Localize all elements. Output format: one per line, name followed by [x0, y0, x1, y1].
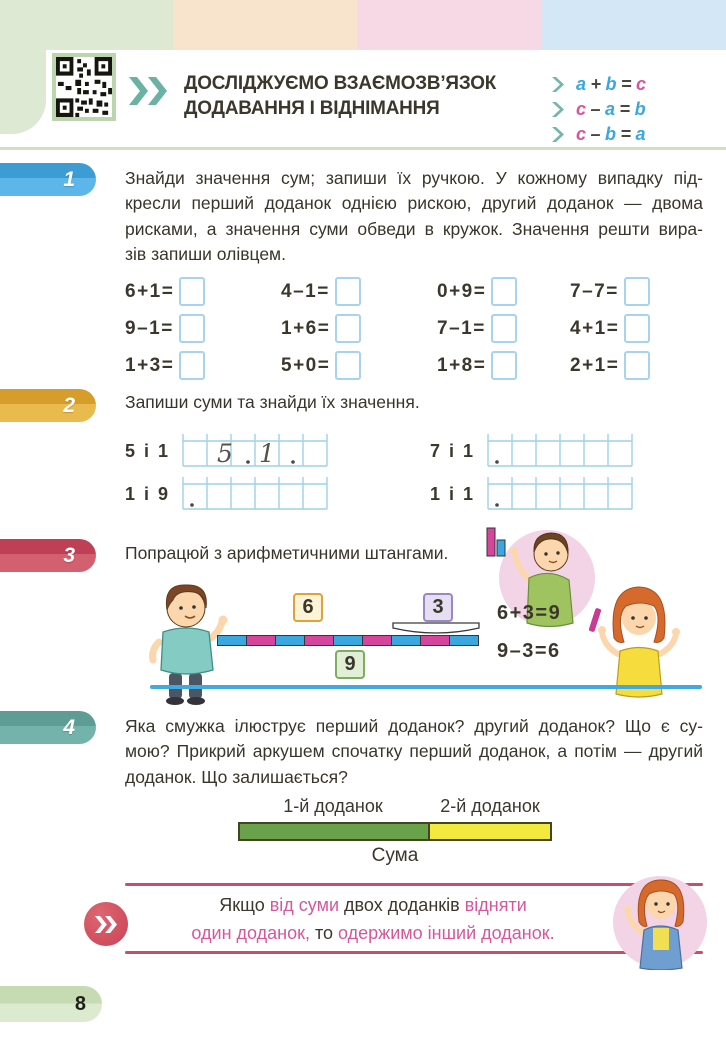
answer-box[interactable] [491, 277, 517, 306]
sum-label: Сума [371, 845, 419, 866]
header-strip-pink [357, 0, 541, 50]
second-addend-label: 2-й доданок [440, 796, 540, 816]
task4-instruction: Яка смужка ілюструє перший доданок? другий доданок? Що є су- мою? Прикрий аркушем спочатку перший доданок, а потім — другий доданок. Що залишається? [125, 716, 703, 787]
rod-segment [304, 635, 334, 646]
header-strip-green-column [0, 0, 46, 134]
double-chevron-icon [95, 916, 117, 933]
header-strip-cream [173, 0, 357, 50]
header-divider [0, 147, 726, 150]
answer-box[interactable] [335, 277, 361, 306]
rule-line2: один доданок, то одержимо інший доданок. [191, 923, 555, 943]
girl-illustration [580, 576, 698, 709]
svg-text:5: 5 [217, 439, 233, 468]
equation: 5+0= [281, 347, 437, 384]
task4-number-badge: 4 [0, 711, 96, 744]
rod-segment [275, 635, 305, 646]
equation: 2+1= [570, 347, 703, 384]
rod-label-sum: 9 [335, 650, 365, 679]
equation: 4+1= [570, 310, 703, 347]
writing-grid[interactable] [487, 431, 633, 471]
task1-instruction: Знайди значення сум; запиши їх ручкою. У кожному випадку під- кресли перший доданок однією рискою, другий доданок — двома рисками, а значення суми обведи в кружок. Значення решти вира- зів запиши олівцем. [125, 168, 703, 264]
page-number: 8 [0, 986, 102, 1022]
answer-box[interactable] [624, 277, 650, 306]
equation: 1+3= [125, 347, 281, 384]
sum-writing-item: 5 і 1 5 1 [125, 431, 328, 471]
svg-text:1: 1 [259, 439, 275, 468]
page-title-line2: ДОДАВАННЯ І ВІДНІМАННЯ [184, 97, 440, 119]
girl-teacher-illustration [608, 872, 712, 975]
formula-row: a + b = c [552, 72, 647, 96]
equation: 7–1= [437, 310, 570, 347]
blue-rod-icon [497, 540, 505, 556]
chevron-icon [552, 77, 564, 92]
rod-segment [362, 635, 392, 646]
formula-row: c – b = a [552, 122, 646, 146]
first-addend-bar [240, 824, 430, 839]
white-bracket [391, 621, 481, 642]
rule-chevron-badge [84, 902, 128, 946]
rod-equation: 9–3=6 [497, 640, 561, 662]
first-addend-label: 1-й доданок [283, 796, 383, 816]
formula-row: c – a = b [552, 97, 646, 121]
writing-grid[interactable] [182, 474, 328, 514]
rod-segment [333, 635, 363, 646]
equation: 6+1= [125, 273, 281, 310]
equation: 4–1= [281, 273, 437, 310]
writing-grid[interactable] [182, 431, 328, 471]
answer-box[interactable] [491, 351, 517, 380]
rule-line1: Якщо від суми двох доданків відняти [219, 895, 527, 915]
rod-segment [217, 635, 247, 646]
equation: 1+6= [281, 310, 437, 347]
page-title-line1: ДОСЛІДЖУЄМО ВЗАЄМОЗВ’ЯЗОК [184, 72, 497, 94]
equation: 1+8= [437, 347, 570, 384]
answer-box[interactable] [335, 314, 361, 343]
task3-instruction: Попрацюй з арифметичними штангами. [125, 543, 449, 563]
equation: 0+9= [437, 273, 570, 310]
rule-text [148, 891, 598, 947]
task2-number-badge: 2 [0, 389, 96, 422]
answer-box[interactable] [624, 314, 650, 343]
arithmetic-rods-illustration [125, 518, 703, 708]
header-strip-blue [541, 0, 726, 50]
rod-label-first-addend: 6 [293, 593, 323, 622]
sum-writing-item: 1 і 9 [125, 474, 328, 514]
answer-box[interactable] [335, 351, 361, 380]
qr-code[interactable] [52, 53, 116, 121]
rod-segment [246, 635, 276, 646]
task3-number-badge: 3 [0, 539, 96, 572]
rod-equation: 6+3=9 [497, 602, 562, 624]
answer-box[interactable] [179, 351, 205, 380]
sum-writing-item: 1 і 1 [430, 474, 633, 514]
equation: 7–7= [570, 273, 703, 310]
writing-grid[interactable] [487, 474, 633, 514]
magenta-rod-icon [487, 528, 495, 556]
answer-box[interactable] [491, 314, 517, 343]
task2-instruction: Запиши суми та знайди їх значення. [125, 392, 420, 412]
equation: 9–1= [125, 310, 281, 347]
page-title [184, 71, 496, 121]
answer-box[interactable] [624, 351, 650, 380]
sum-bar-diagram [238, 822, 552, 841]
sum-writing-item: 7 і 1 [430, 431, 633, 471]
double-chevron-icon [129, 77, 171, 110]
answer-box[interactable] [179, 277, 205, 306]
answer-box[interactable] [179, 314, 205, 343]
second-addend-bar [430, 824, 550, 839]
equations-grid [125, 273, 703, 384]
ground-line [150, 685, 702, 689]
task1-number-badge: 1 [0, 163, 96, 196]
rod-label-second-addend: 3 [423, 593, 453, 622]
chevron-icon [552, 127, 564, 142]
chevron-icon [552, 102, 564, 117]
